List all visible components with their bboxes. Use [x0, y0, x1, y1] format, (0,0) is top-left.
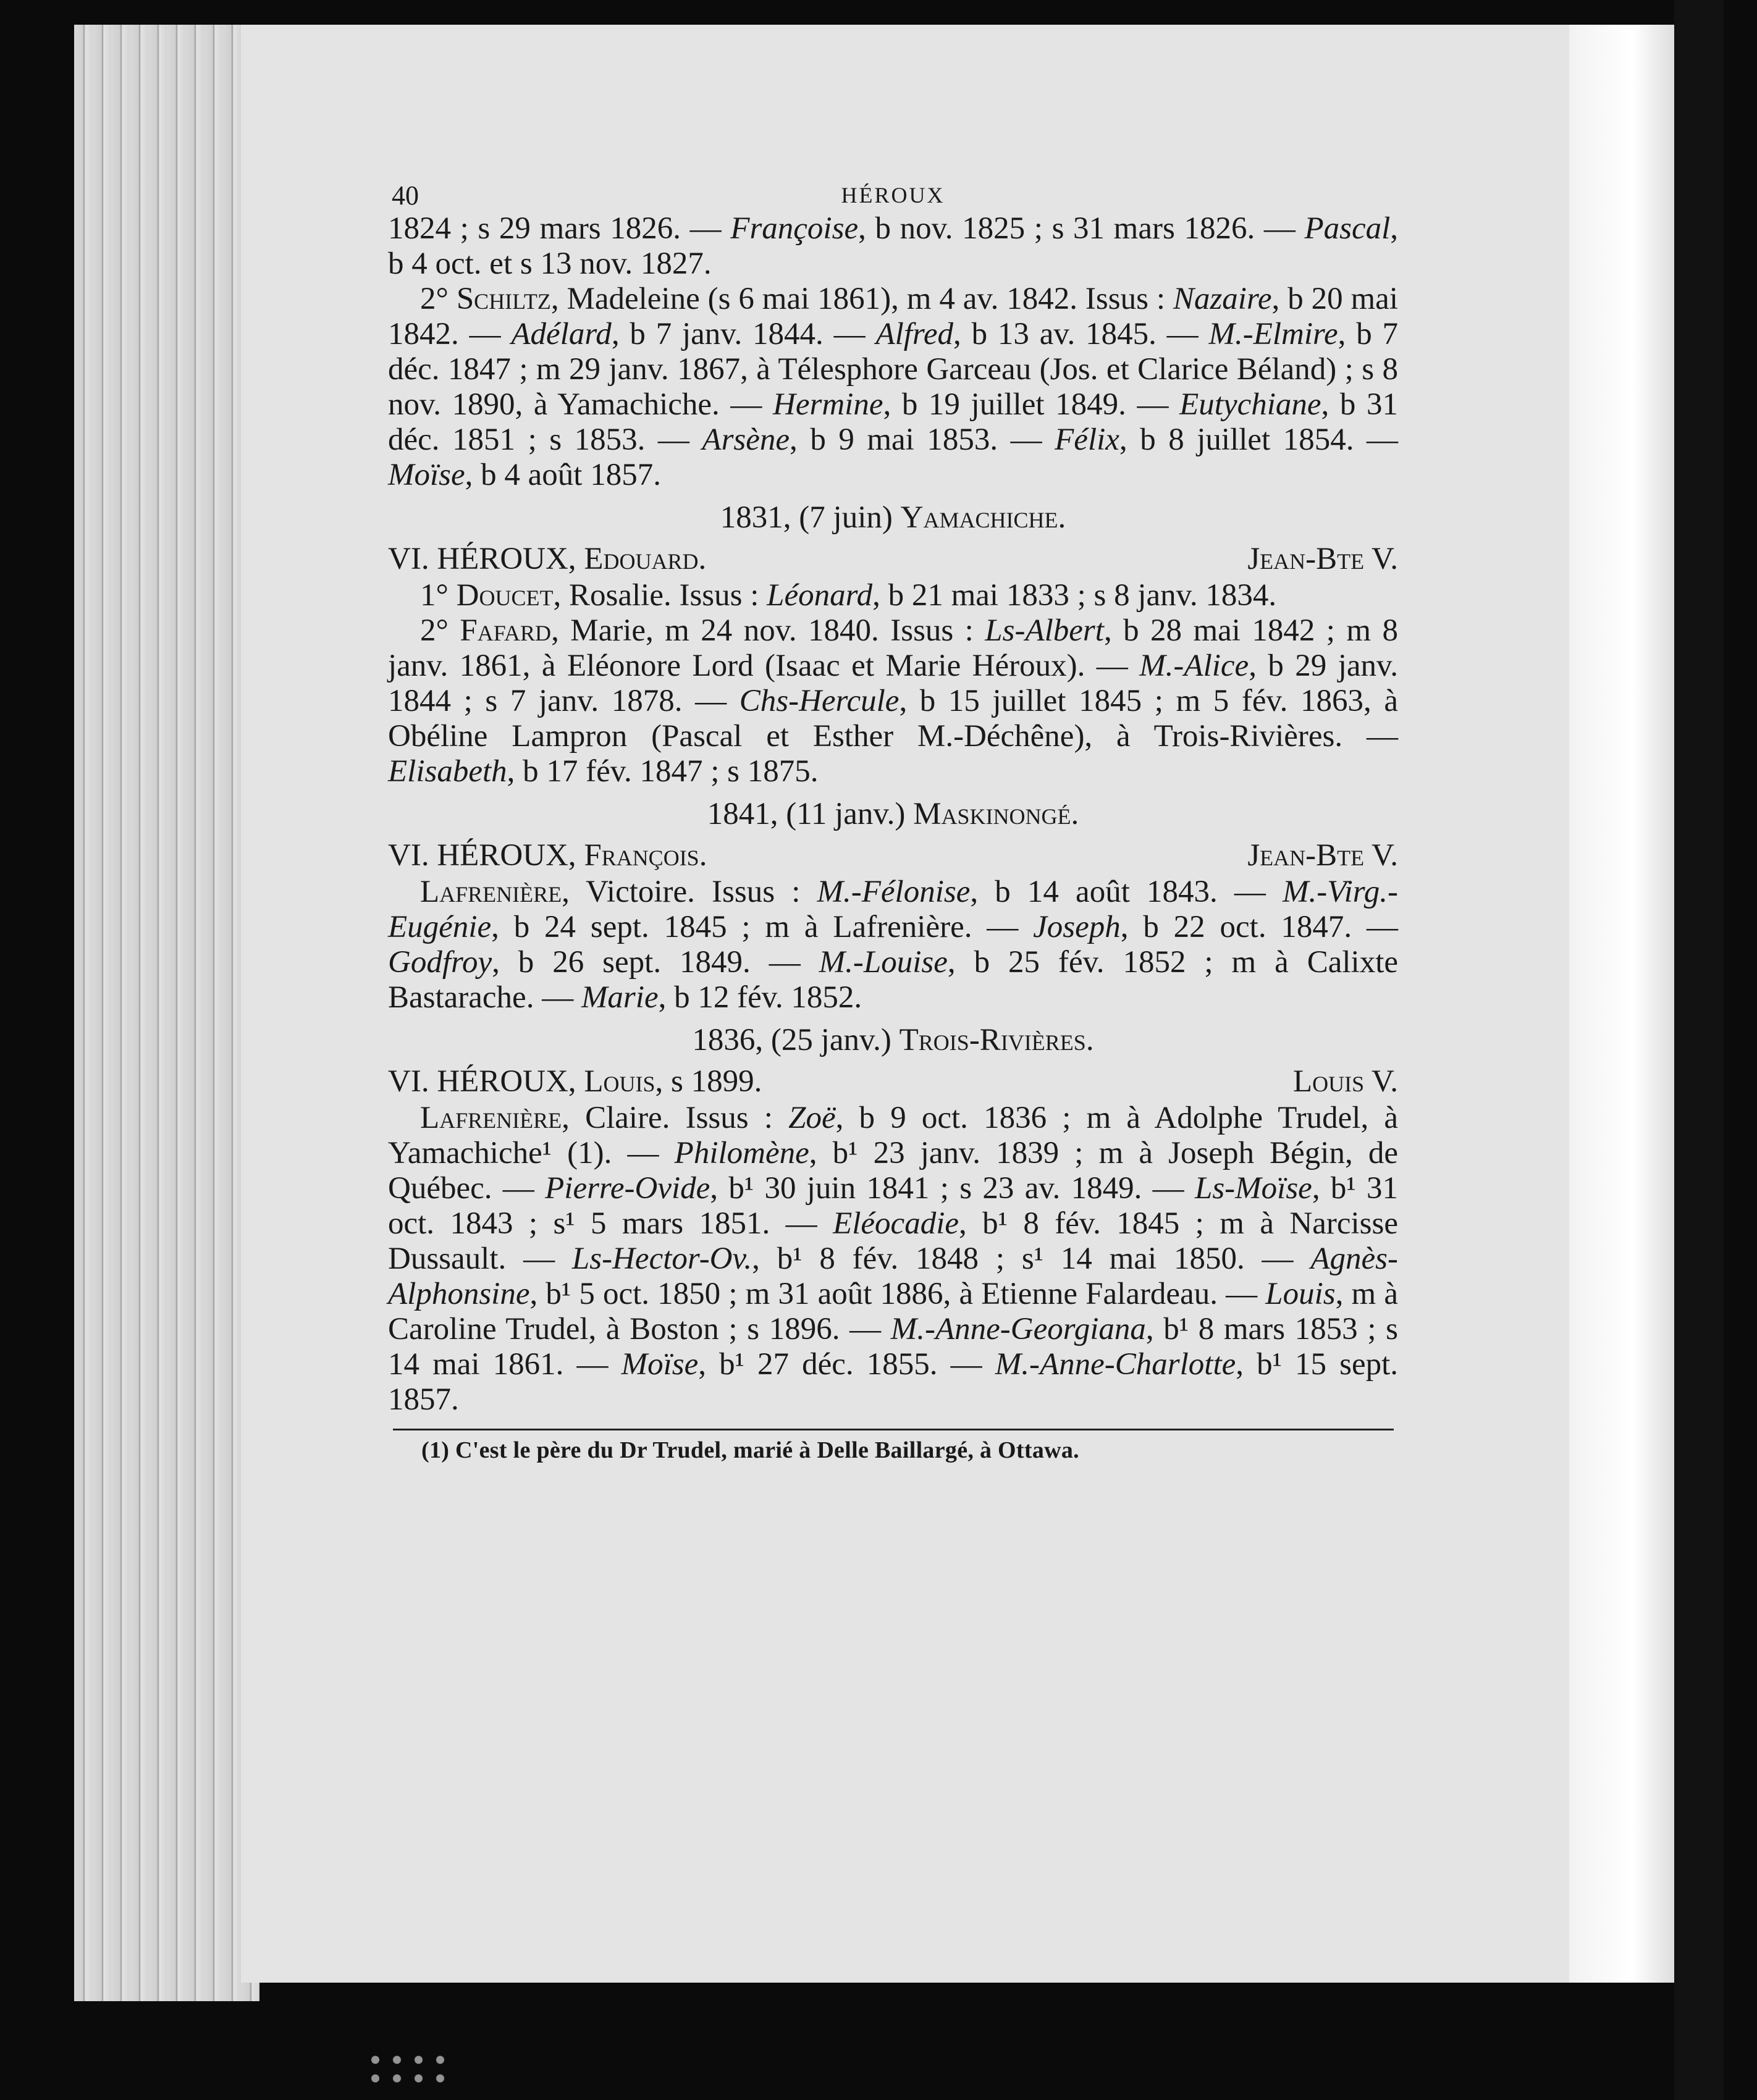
running-title: HÉROUX — [841, 183, 945, 208]
italic-name: Agnès-Alphonsine — [388, 1241, 1398, 1311]
body-text: 1824 ; s 29 mars 1826. — — [388, 211, 731, 246]
body-text: , b 9 mai 1853. — — [790, 422, 1055, 457]
entry-text: VI. HÉROUX, — [388, 838, 584, 873]
body-text: , b 8 juillet 1854. — — [1119, 422, 1399, 457]
italic-name: Moïse — [388, 458, 465, 492]
entry-paragraph — [388, 578, 1398, 613]
body-text: , b¹ 27 déc. 1855. — — [698, 1347, 995, 1382]
small-caps-name: Fafard — [460, 613, 552, 648]
body-text: , Marie, m 24 nov. 1840. Issus : — [551, 613, 985, 648]
body-text: , b 25 fév. 1852 ; m à Calixte Bastarache. — — [388, 945, 1398, 1015]
entry-parent — [1247, 838, 1398, 873]
small-caps-name: Jean-Bte — [1247, 838, 1365, 873]
body-text: , Victoire. Issus : — [562, 875, 817, 909]
heading-text: . — [1071, 797, 1079, 831]
entry-paragraph — [388, 1101, 1398, 1418]
italic-name: Pierre-Ovide — [545, 1171, 710, 1206]
small-caps-name: Lafrenière — [420, 1101, 562, 1135]
italic-name: Ls-Moïse — [1194, 1171, 1312, 1206]
footnote: (1) C'est le père du Dr Trudel, marié à Delle Baillargé, à Ottawa. — [421, 1437, 1079, 1463]
italic-name: Alfred — [875, 317, 954, 351]
italic-name: Nazaire — [1173, 282, 1272, 316]
small-caps-name: Trois-Rivières — [899, 1023, 1086, 1057]
footnote-rule — [393, 1429, 1394, 1430]
body-text: , b nov. 1825 ; s 31 mars 1826. — — [858, 211, 1305, 246]
italic-name: Moïse — [621, 1347, 699, 1382]
body-text: , b 21 mai 1833 ; s 8 janv. 1834. — [872, 578, 1277, 613]
italic-name: Zoë — [788, 1101, 836, 1135]
entry-text: V. — [1364, 838, 1398, 873]
body-text: , b 31 déc. 1851 ; s 1853. — — [388, 387, 1399, 457]
entry-text: . — [699, 838, 707, 873]
body-text: , b 29 janv. 1844 ; s 7 janv. 1878. — — [388, 649, 1398, 718]
body-text: , b 22 oct. 1847. — — [1120, 910, 1398, 944]
body-text: , b 4 oct. et s 13 nov. 1827. — [388, 211, 1399, 281]
small-caps-name: Lafrenière — [420, 875, 562, 909]
body-text: , b 7 janv. 1844. — — [611, 317, 876, 351]
marriage-heading — [388, 500, 1398, 536]
italic-name: Elisabeth — [388, 754, 507, 789]
genealogy-entries — [388, 211, 1398, 1418]
entry-paragraph — [388, 282, 1398, 493]
body-text: , b 4 août 1857. — [465, 458, 661, 492]
entry-paragraph — [388, 613, 1398, 789]
italic-name: M.-Alice — [1139, 649, 1249, 683]
italic-name: Joseph — [1033, 910, 1121, 944]
small-caps-name: Louis — [1292, 1064, 1365, 1099]
italic-name: Marie — [581, 980, 659, 1015]
entry-parent — [1247, 542, 1398, 577]
entry-name — [388, 838, 707, 873]
entry-text: VI. HÉROUX, — [388, 1064, 584, 1099]
body-text: , b 9 oct. 1836 ; m à Adolphe Trudel, à Yamachiche¹ (1). — — [388, 1101, 1398, 1170]
body-text: , b¹ 8 mars 1853 ; s 14 mai 1861. — — [388, 1312, 1398, 1382]
body-text: , Madeleine (s 6 mai 1861), m 4 av. 1842. Issus : — [550, 282, 1173, 316]
entry-text: VI. HÉROUX, — [388, 542, 584, 576]
heading-text: . — [1058, 500, 1066, 535]
italic-name: Hermine — [773, 387, 883, 422]
italic-name: Adélard — [511, 317, 612, 351]
entry-name — [388, 1064, 762, 1099]
small-caps-name: Schiltz — [456, 282, 551, 316]
body-text: 1° — [420, 578, 457, 613]
page-number: 40 — [392, 180, 419, 211]
entry-text: V. — [1364, 1064, 1398, 1099]
marriage-heading — [388, 1023, 1398, 1058]
marriage-heading — [388, 797, 1398, 832]
body-text: 2° — [420, 282, 457, 316]
italic-name: Françoise — [730, 211, 859, 246]
facing-page-edge — [1569, 25, 1674, 1983]
page-edges — [74, 25, 259, 2001]
body-text: , b 14 août 1843. — — [970, 875, 1283, 909]
body-text: , b 12 fév. 1852. — [658, 980, 862, 1015]
italic-name: M.-Virg.-Eugénie — [388, 875, 1398, 944]
italic-name: Eutychiane — [1179, 387, 1321, 422]
entry-text: . — [698, 542, 707, 576]
italic-name: Arsène — [702, 422, 790, 457]
body-text: , b 28 mai 1842 ; m 8 janv. 1861, à Eléonore Lord (Isaac et Marie Héroux). — — [388, 613, 1398, 683]
italic-name: M.-Anne-Georgiana — [890, 1312, 1146, 1346]
body-text: , b 24 sept. 1845 ; m à Lafrenière. — — [491, 910, 1034, 944]
italic-name: Ls-Albert — [985, 613, 1104, 648]
body-text: 2° — [420, 613, 460, 648]
italic-name: M.-Félonise — [817, 875, 971, 909]
small-caps-name: Jean-Bte — [1247, 542, 1365, 576]
entry-parent — [1293, 1064, 1398, 1099]
heading-text: 1841, (11 janv.) — [707, 797, 914, 831]
body-text: , m à Caroline Trudel, à Boston ; s 1896. — — [388, 1277, 1399, 1346]
page-text — [388, 162, 1398, 1465]
entry-title — [388, 542, 1398, 577]
small-caps-name: François — [584, 838, 699, 873]
italic-name: Philomène — [674, 1136, 809, 1170]
heading-text: 1831, (7 juin) — [720, 500, 901, 535]
body-text: , b 13 av. 1845. — — [953, 317, 1209, 351]
body-text: , b¹ 5 oct. 1850 ; m 31 août 1886, à Etienne Falardeau. — — [529, 1277, 1266, 1311]
italic-name: Chs-Hercule — [739, 684, 900, 718]
small-caps-name: Louis — [584, 1064, 655, 1099]
body-text: , b 26 sept. 1849. — — [492, 945, 819, 980]
page-header — [388, 162, 1398, 211]
italic-name: Louis — [1265, 1277, 1336, 1311]
scan-border — [1674, 0, 1724, 2100]
body-text: , b¹ 8 fév. 1845 ; m à Narcisse Dussault. — — [388, 1206, 1398, 1276]
italic-name: Godfroy — [388, 945, 492, 980]
body-text: , b 17 fév. 1847 ; s 1875. — [507, 754, 819, 789]
italic-name: M.-Anne-Charlotte — [995, 1347, 1236, 1382]
entry-title — [388, 1064, 1398, 1099]
italic-name: Pascal — [1304, 211, 1391, 246]
small-caps-name: Maskinongé — [913, 797, 1071, 831]
italic-name: M.-Louise — [819, 945, 948, 980]
small-caps-name: Edouard — [584, 542, 699, 576]
body-text: , b 20 mai 1842. — — [388, 282, 1398, 351]
body-text: , b¹ 30 juin 1841 ; s 23 av. 1849. — — [710, 1171, 1195, 1206]
entry-paragraph — [388, 875, 1398, 1015]
entry-name — [388, 542, 706, 577]
body-text: , b 15 juillet 1845 ; m 5 fév. 1863, à Obéline Lampron (Pascal et Esther M.-Déchêne), à Trois-Rivières. — — [388, 684, 1398, 754]
italic-name: Félix — [1055, 422, 1119, 457]
entry-paragraph — [388, 211, 1398, 282]
small-caps-name: Yamachiche — [900, 500, 1058, 535]
small-caps-name: Doucet — [456, 578, 554, 613]
body-text: , b¹ 31 oct. 1843 ; s¹ 5 mars 1851. — — [388, 1171, 1398, 1241]
italic-name: Léonard — [767, 578, 873, 613]
entry-title — [388, 838, 1398, 873]
entry-text: , s 1899. — [655, 1064, 762, 1099]
body-text: , b 19 juillet 1849. — — [883, 387, 1180, 422]
body-text: , b 7 déc. 1847 ; m 29 janv. 1867, à Télesphore Garceau (Jos. et Clarice Béland) ; s 8 nov. 1890, à Yamachiche. — — [388, 317, 1399, 422]
heading-text: 1836, (25 janv.) — [692, 1023, 900, 1057]
body-text: , Claire. Issus : — [562, 1101, 789, 1135]
body-text: , b¹ 15 sept. 1857. — [388, 1347, 1399, 1417]
italic-name: M.-Elmire — [1208, 317, 1338, 351]
italic-name: Eléocadie — [833, 1206, 959, 1241]
body-text: , b¹ 8 fév. 1848 ; s¹ 14 mai 1850. — — [752, 1241, 1311, 1276]
heading-text: . — [1085, 1023, 1094, 1057]
entry-text: V. — [1364, 542, 1398, 576]
body-text: , b¹ 23 janv. 1839 ; m à Joseph Bégin, de Québec. — — [388, 1136, 1398, 1206]
scan-debris — [364, 2051, 451, 2088]
italic-name: Ls-Hector-Ov. — [571, 1241, 752, 1276]
body-text: , Rosalie. Issus : — [553, 578, 767, 613]
